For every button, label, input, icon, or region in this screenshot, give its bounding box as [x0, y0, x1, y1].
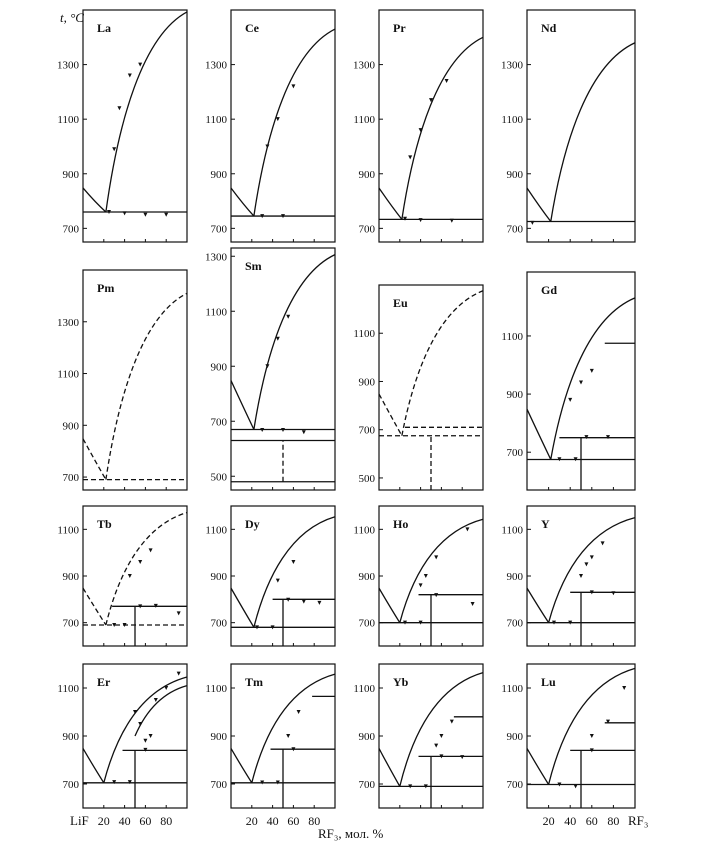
data-point	[302, 430, 306, 434]
y-tick-label: 700	[62, 223, 79, 236]
y-tick-label: 900	[358, 376, 375, 389]
data-point	[276, 579, 280, 583]
liquidus-lif-branch	[231, 588, 254, 627]
y-tick-label: 1300	[501, 59, 523, 72]
y-tick-label: 900	[506, 571, 523, 583]
data-point	[276, 117, 280, 121]
data-point	[276, 337, 280, 341]
data-point	[574, 784, 578, 788]
data-point	[419, 218, 423, 222]
data-point	[117, 106, 121, 110]
data-point	[291, 560, 295, 564]
y-tick-label: 1100	[501, 524, 523, 537]
liquidus-rf3-branch	[402, 291, 483, 436]
x-tick-label: 60	[287, 814, 300, 828]
data-point	[424, 574, 428, 578]
data-point	[568, 398, 572, 402]
panel-title: Yb	[393, 675, 409, 689]
data-point	[445, 79, 449, 83]
data-point	[177, 672, 181, 676]
y-tick-label: 700	[506, 617, 523, 630]
data-point	[128, 780, 132, 784]
y-tick-label: 900	[62, 420, 79, 433]
x-tick-label: 80	[308, 814, 321, 828]
liquidus-lif-branch	[231, 748, 252, 782]
panel-tb	[57, 506, 187, 646]
y-tick-label: 500	[358, 472, 375, 485]
liquidus-rf3-branch	[402, 37, 483, 219]
y-tick-label: 1100	[57, 368, 79, 381]
y-tick-label: 900	[210, 571, 227, 583]
x-tick-label: 40	[266, 814, 279, 828]
panels-group	[57, 10, 635, 808]
y-tick-label: 1300	[205, 59, 227, 72]
data-point	[291, 84, 295, 88]
data-point	[265, 144, 269, 148]
x-tick-label: 40	[564, 814, 577, 828]
data-point	[611, 591, 615, 595]
panel-title: Y	[541, 517, 550, 531]
x-tick-label: 20	[245, 814, 258, 828]
data-point	[123, 211, 127, 215]
liquidus-rf3-branch	[400, 673, 483, 787]
panel-title: Pm	[97, 281, 115, 295]
y-tick-label: 900	[358, 731, 375, 743]
x-right-label: RF₃	[628, 813, 649, 828]
data-point	[471, 602, 475, 606]
liquidus-rf3-branch	[104, 677, 187, 783]
panel-pr	[353, 10, 483, 242]
y-tick-label: 1300	[353, 59, 375, 72]
x-tick-label: 40	[118, 814, 131, 828]
liquidus-lif-branch	[83, 439, 106, 480]
x-tick-label: 20	[542, 814, 555, 828]
data-point	[590, 369, 594, 373]
liquidus-rf3-branch	[106, 293, 187, 479]
panel-title: Dy	[245, 517, 260, 531]
data-point	[450, 219, 454, 223]
data-point	[460, 755, 464, 759]
liquidus-lif-branch	[83, 588, 106, 625]
data-point	[138, 63, 142, 67]
panel-title: Er	[97, 675, 111, 689]
panel-frame	[379, 10, 483, 242]
panel-dy	[205, 506, 335, 646]
y-tick-label: 900	[210, 361, 227, 374]
liquidus-rf3-branch	[549, 518, 635, 623]
panel-title: Ho	[393, 517, 409, 531]
panel-la	[57, 10, 187, 242]
data-point	[584, 562, 588, 566]
y-tick-label: 1300	[57, 316, 79, 329]
liquidus-lif-branch	[527, 748, 549, 784]
panel-title: Tm	[245, 675, 263, 689]
y-axis-label: t, °C	[60, 10, 84, 25]
y-tick-label: 1100	[353, 524, 375, 537]
panel-title: Pr	[393, 21, 406, 35]
panel-nd	[501, 10, 635, 242]
y-tick-label: 1300	[57, 59, 79, 72]
liquidus-rf3-branch	[549, 668, 635, 784]
liquidus-lif-branch	[83, 748, 104, 782]
data-point	[164, 686, 168, 690]
data-point	[434, 555, 438, 559]
y-tick-label: 700	[358, 424, 375, 437]
y-tick-label: 900	[506, 731, 523, 743]
y-tick-label: 900	[358, 571, 375, 583]
y-tick-label: 1100	[501, 330, 523, 343]
data-point	[408, 155, 412, 159]
y-tick-label: 700	[506, 779, 523, 791]
panel-gd	[501, 272, 635, 490]
data-point	[138, 560, 142, 564]
y-tick-label: 1100	[353, 683, 375, 695]
y-tick-label: 900	[358, 168, 375, 181]
liquidus-lif-branch	[379, 588, 400, 623]
panel-y	[501, 506, 635, 646]
y-tick-label: 1100	[501, 114, 523, 127]
panel-ho	[353, 506, 483, 646]
panel-ce	[205, 10, 335, 242]
liquidus-lif-branch	[379, 188, 402, 219]
y-tick-label: 1100	[501, 683, 523, 695]
data-point	[143, 739, 147, 743]
panel-er	[57, 664, 187, 808]
panel-title: Lu	[541, 675, 556, 689]
y-tick-label: 900	[62, 168, 79, 181]
data-point	[439, 734, 443, 738]
data-point	[434, 744, 438, 748]
data-point	[286, 734, 290, 738]
y-tick-label: 900	[62, 571, 79, 583]
liquidus-rf3-branch	[106, 513, 187, 625]
panel-title: Eu	[393, 296, 408, 310]
panel-frame	[527, 10, 635, 242]
panel-title: La	[97, 21, 112, 35]
data-point	[149, 548, 153, 552]
liquidus-rf3-branch	[106, 12, 187, 212]
data-point	[302, 600, 306, 604]
panel-title: Ce	[245, 21, 259, 35]
data-point	[164, 213, 168, 217]
data-point	[601, 541, 605, 545]
liquidus-rf3-branch	[254, 517, 335, 628]
panel-title: Sm	[245, 259, 262, 273]
data-point	[177, 611, 181, 615]
y-tick-label: 1100	[205, 306, 227, 319]
y-tick-label: 1100	[57, 683, 79, 695]
liquidus-rf3-branch	[551, 43, 635, 222]
liquidus-lif-branch	[527, 188, 551, 222]
liquidus-rf3-branch	[400, 519, 483, 622]
y-tick-label: 700	[210, 416, 227, 429]
y-tick-label: 1100	[205, 683, 227, 695]
panel-frame	[83, 270, 187, 490]
y-tick-label: 900	[506, 389, 523, 402]
y-tick-label: 900	[210, 168, 227, 181]
panel-yb	[353, 664, 483, 808]
data-point	[622, 686, 626, 690]
data-point	[450, 720, 454, 724]
y-tick-label: 700	[358, 617, 375, 630]
y-tick-label: 1100	[205, 114, 227, 127]
liquidus-lif-branch	[231, 188, 254, 216]
y-tick-label: 1100	[353, 328, 375, 341]
panel-tm	[205, 664, 335, 808]
panel-pm	[57, 270, 187, 490]
x-axis-label: RF₃, мол. %	[318, 826, 384, 841]
y-tick-label: 700	[62, 472, 79, 485]
data-point	[112, 147, 116, 151]
x-tick-label: 80	[160, 814, 173, 828]
y-tick-label: 700	[210, 617, 227, 630]
data-point	[149, 734, 153, 738]
panel-sm	[205, 248, 335, 490]
y-tick-label: 1100	[353, 114, 375, 127]
x-tick-label: 20	[97, 814, 110, 828]
y-tick-label: 700	[210, 779, 227, 791]
data-point	[128, 74, 132, 78]
data-point	[143, 213, 147, 217]
panel-title: Tb	[97, 517, 112, 531]
liquidus-rf3-branch	[254, 255, 335, 430]
liquidus-lif-branch	[231, 381, 254, 430]
data-point	[112, 780, 116, 784]
data-point	[465, 527, 469, 531]
liquidus-rf3-branch	[551, 298, 635, 460]
y-tick-label: 700	[210, 223, 227, 236]
data-point	[286, 315, 290, 319]
panel-title: Gd	[541, 283, 558, 297]
y-tick-label: 900	[506, 168, 523, 181]
data-point	[579, 574, 583, 578]
panel-frame	[83, 10, 187, 242]
y-tick-label: 1300	[205, 251, 227, 264]
y-tick-label: 700	[358, 779, 375, 791]
y-tick-label: 900	[62, 731, 79, 743]
panel-frame	[379, 285, 483, 490]
y-tick-label: 900	[210, 731, 227, 743]
liquidus-lif-branch	[83, 188, 106, 212]
y-tick-label: 1100	[57, 114, 79, 127]
x-tick-label: 80	[607, 814, 620, 828]
x-left-label: LiF	[70, 813, 89, 828]
data-point	[419, 583, 423, 587]
data-point	[530, 221, 534, 225]
liquidus-rf3-branch	[254, 29, 335, 216]
data-point	[297, 710, 301, 714]
y-tick-label: 700	[506, 223, 523, 236]
data-point	[579, 380, 583, 384]
y-tick-label: 700	[506, 447, 523, 460]
data-point	[128, 574, 132, 578]
data-point	[154, 698, 158, 702]
y-tick-label: 700	[62, 617, 79, 630]
panel-eu	[353, 285, 483, 490]
y-tick-label: 700	[62, 779, 79, 791]
x-tick-label: 60	[139, 814, 152, 828]
liquidus-lif-branch	[379, 748, 400, 786]
y-tick-label: 500	[210, 471, 227, 484]
data-point	[590, 555, 594, 559]
liquidus-rf3-branch	[252, 674, 335, 783]
y-tick-label: 1100	[205, 524, 227, 537]
data-point	[317, 601, 321, 605]
y-tick-label: 700	[358, 223, 375, 236]
liquidus-lif-branch	[527, 588, 549, 623]
panel-title: Nd	[541, 21, 557, 35]
y-tick-label: 1100	[57, 524, 79, 537]
secondary-curve	[135, 686, 187, 736]
panel-lu	[501, 664, 635, 808]
x-tick-label: 60	[585, 814, 598, 828]
data-point	[590, 734, 594, 738]
